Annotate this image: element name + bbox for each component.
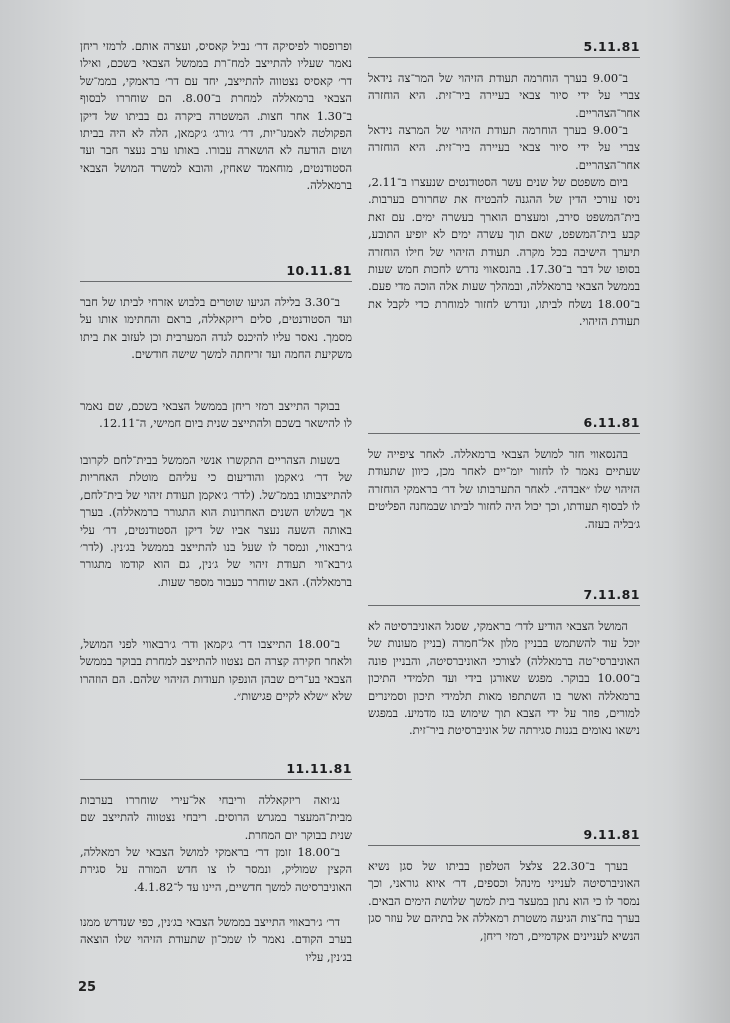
paragraph: בשעות הצהריים התקשרו אנשי הממשל בבית־לחם לקרובו של דר׳ ג׳אקמן והודיעום כי עליהם מוטלת האחריות להתייצבותו בממ־של. (לדר׳ ג׳אקמן תעודת זיהוי של בית־לחם, אך בשלוש השנים האחרונות הוא התגורר ברמאללה). בערך באותה השעה נעצר אביו של דיקן הסטודנטים, דר׳ עלי ג׳רבאווי, ונמסר לו שעל בנו להתייצב בממשל בג׳נין. (לדר׳ ג׳רבא־ווי תעודת זיהוי של ג׳נין, גם הוא קודמו מתגורר ברמאללה). האב שוחרר כעבור מספר שעות. <box>80 453 352 589</box>
paragraph: דר׳ ג׳רבאווי התייצב בממשל הצבאי בג׳נין, כפי שנדרש ממנו בערב הקודם. נאמר לו שמכ־ון שתעודת הזיהוי שלו הוצאה בג׳נין, עליו <box>80 915 352 964</box>
paragraph: בערך ב־22.30 צלצל הטלפון בביתו של סגן נשיא האוניברסיטה לענייני מינהל וכספים, דר׳ איוא גוראני, וכך נמסר לו כי הוא נתון במעצר בית למשך שלושת הימים הבאים. בערך בח־צות הגיעה משטרת רמאללה אל בתיהם של עוזר סגן הנשיא לעניינים אקדמיים, רמזי ריחן, <box>368 859 640 943</box>
paragraph: ב־18.00 זומן דר׳ בראמקי למושל הצבאי של רמאללה, הקצין שמוליק, ונמסר לו צו חדש המורה על סגירת האוניברסיטה למשך חדשיים, היינו עד ל־4.1.82. <box>80 845 352 894</box>
paragraph: ביום משפטם של שנים עשר הסטודנטים שנעצרו ב־2.11, ניסו עורכי הדין של ההגנה להבטיח את שחרורם בערבות. בית־המשפט סירב, ומעצרם הוארך בעשרה ימים. עם זאת קבע בית־המשפט, שאם תוך עשרה ימים לא יופיע התובע, תיערך הישיבה בכל מקרה. תעודת הזיהוי של חילו הוחזרה בסופו של דבר ב־17.30. בהנסאווי נדרש לחכות חמש שעות בממשל הצבאי ברמאללה, ובמהלך שעות אלה הוכה מדי פעם. ב־18.00 נשלח לביתו, ונדרש לחזור למוחרת כדי לקבל את תעודת הזיהוי. <box>368 175 640 329</box>
page-number: 25 <box>78 980 97 995</box>
paragraph: ב־9.00 בערך הוחרמה תעודת הזיהוי של המרצה נידאל צברי על ידי סיור צבאי בעיירה ביר־זית. היא הוחזרה אחר־הצהריים. <box>368 123 640 172</box>
date-heading: 11.11.81 <box>80 760 352 780</box>
paragraph: ופרופסור לפיסיקה דר׳ נביל קאסיס, ועצרה אותם. לרמזי ריחן נאמר שעליו להתייצב למח־רת בממשל הצבאי בשכם, ואילו דר׳ קאסיס נצטווה להתייצב, יחד עם דר׳ בראמקי, בממ־של הצבאי ברמאללה למחרת ב־8.00. הם שוחררו לבסוף ב־1.30 אחר חצות. המשטרה ביקרה גם בביתו של דיקן הפקולטה לאמנו־יות, דר׳ ג׳ורג׳ ג׳קמאן, הלה לא היה בביתו ושום הודעה לא הושארה עבורו. באותו ערב נעצר חבר ועד הסטודנטים, מוחאמד שאחין, והובא למשרד המושל הצבאי ברמאללה. <box>80 39 352 193</box>
paragraph: המושל הצבאי הודיע לדר׳ בראמקי, שסגל האוניברסיטה לא יוכל עוד להשתמש בבניין מלון אל־חמרה (בניין מעונות של האוניברסי־טה ברמאללה) לצורכי האוניברסיטה, והבניין פונה ב־10.00 בבוקר. מפגש שאורגן בידי ועד תלמידי התיכון ברמאללה ואשר בו השתתפו מאות תלמידי תיכון וסמינרים למורים, פוזר על ידי הצבא תוך שימוש בגז מדמיע. במפגש נישאו נאומים בגנות סגירתה של אוניברסיטת ביר־זית. <box>368 619 640 738</box>
paragraph: ב־9.00 בערך הוחרמה תעודת הזיהוי של המר־צה נידאל צברי על ידי סיור צבאי בעיירה ביר־זית. היא הוחזרה אחר־הצהריים. <box>368 71 640 120</box>
paragraph: בהנסאווי חזר למושל הצבאי ברמאללה. לאחר ציפייה של שעתיים נאמר לו לחזור יומ־יים לאחר מכן, כיוון שתעודת הזיהוי שלו ״אבדה״. לאחר התערבותו של דר׳ בראמקי הוחזרה לו לבסוף תעודתו, וכך יכול היה לחזור לביתו שבמחנה הפליטים ג׳בליה בעזה. <box>368 447 640 531</box>
paragraph: בבוקר התייצב רמזי ריחן בממשל הצבאי בשכם, שם נאמר לו להישאר בשכם ולהתייצב שנית ביום חמישי, ה־12.11. <box>80 399 352 431</box>
paragraph: ב־18.00 התייצבו דר׳ ג׳קמאן ודר׳ ג׳רבאווי לפני המושל, ולאחר חקירה קצרה הם נצטוו להתייצב למחרת בבוקר בממשל הצבאי בע־רים שבהן הונפקו תעודות הזיהוי שלהם. הם הוזהרו שלא ״שלא לקיים פגישות״. <box>80 637 352 704</box>
paragraph: ב־3.30 בלילה הגיעו שוטרים בלבוש אזרחי לביתו של חבר ועד הסטודנטים, סלים ריזקאללה, בראם והחתימו אותו על מסמך. נאסר עליו להיכנס לגדה המערבית וכן לעזוב את ביתו משקיעת החמה ועד זריחתה למשך שישה חודשים. <box>80 295 352 362</box>
date-heading: 7.11.81 <box>368 586 640 606</box>
date-heading: 9.11.81 <box>368 826 640 846</box>
paragraph: נג׳ואה ריזקאללה וריבחי אל־עירי שוחררו בערבות מבית־המעצר במגרש הרוסים. ריבחי נצטווה להתייצב שם שנית בבוקר יום המחרת. <box>80 793 352 842</box>
date-heading: 10.11.81 <box>80 262 352 282</box>
date-heading: 5.11.81 <box>368 38 640 58</box>
page-edge-shadow <box>670 0 730 1023</box>
date-heading: 6.11.81 <box>368 414 640 434</box>
